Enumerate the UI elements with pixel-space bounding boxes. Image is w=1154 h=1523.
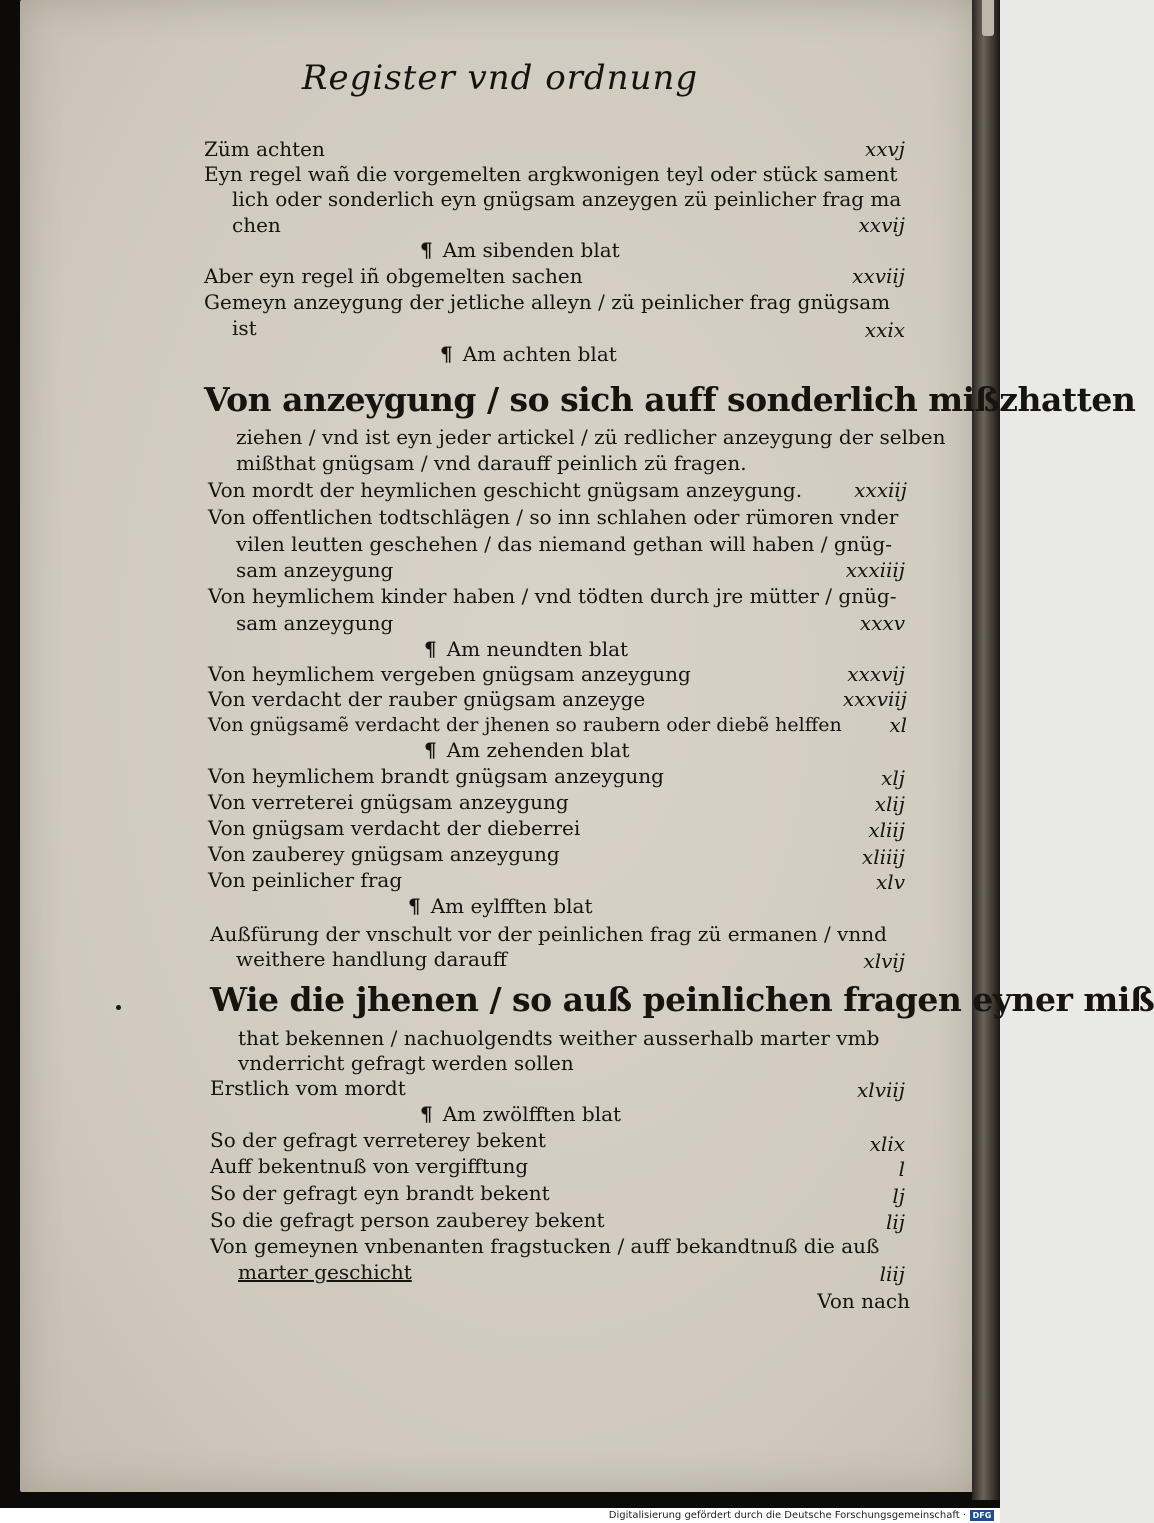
entry-text: So die gefragt person zauberey bekent xyxy=(210,1208,605,1232)
entry-folio: xlj xyxy=(881,766,905,790)
entry-text: Aber eyn regel iñ obgemelten sachen xyxy=(204,264,583,288)
entry-text: Gemeyn anzeygung der jetliche alleyn / zü peinlicher frag gnügsam xyxy=(204,290,891,314)
section-heading xyxy=(408,894,593,918)
entry-folio: xxxv xyxy=(859,611,905,635)
entry-text: Eyn regel wañ die vorgemelten argkwonigen teyl oder stück sament xyxy=(204,162,898,186)
entry-text: Von heymlichem brandt gnügsam anzeygung xyxy=(208,764,664,788)
catchword: Von nach xyxy=(817,1289,910,1313)
entry-folio: lj xyxy=(892,1184,905,1208)
entry-text: Von peinlicher frag xyxy=(208,868,403,892)
entry-folio: xxxvij xyxy=(847,662,905,686)
entry-folio: lij xyxy=(886,1210,905,1234)
entry-text: ziehen / vnd ist eyn jeder artickel / zü redlicher anzeygung der selben xyxy=(236,425,946,449)
entry-text: So der gefragt verreterey bekent xyxy=(210,1128,546,1152)
entry-text: Von heymlichem vergeben gnügsam anzeygung xyxy=(208,662,691,686)
entry-text: So der gefragt eyn brandt bekent xyxy=(210,1181,550,1205)
section-heading xyxy=(420,1102,621,1126)
entry-text: Züm achten xyxy=(204,137,325,161)
entry-folio: xliiij xyxy=(861,845,905,869)
section-heading xyxy=(420,238,620,262)
pilcrow-icon: ¶ xyxy=(424,637,437,661)
entry-folio: xlv xyxy=(876,870,905,894)
entry-folio: l xyxy=(898,1157,905,1181)
entry-folio: xlij xyxy=(874,792,905,816)
entry-folio: xxxiij xyxy=(854,478,907,502)
entry-text: Von verdacht der rauber gnügsam anzeyge xyxy=(208,687,646,711)
entry-heading-large: Wie die jhenen / so auß peinlichen fragen eyner miß xyxy=(210,980,1154,1019)
entry-folio: xliij xyxy=(868,818,905,842)
section-heading xyxy=(440,342,617,366)
entry-text: chen xyxy=(232,213,281,237)
entry-text: sam anzeygung xyxy=(236,611,394,635)
entry-folio: xxxiiij xyxy=(845,558,905,582)
entry-text: that bekennen / nachuolgendts weither ausserhalb marter vmb xyxy=(238,1026,880,1050)
entry-text: Von gnügsamẽ verdacht der jhenen so raubern oder diebẽ helffen xyxy=(208,714,842,736)
entry-text: Von gnügsam verdacht der dieberrei xyxy=(208,816,581,840)
pilcrow-icon: ¶ xyxy=(420,1102,433,1126)
entry-folio: xxix xyxy=(864,318,905,342)
entry-text: vilen leutten geschehen / das niemand gethan will haben / gnüg- xyxy=(236,532,892,556)
entry-folio: xlviij xyxy=(857,1078,905,1102)
section-heading-text: Am zehenden blat xyxy=(446,738,630,762)
entry-text: Außfürung der vnschult vor der peinlichen frag zü ermanen / vnnd xyxy=(210,922,887,946)
entry-text: Auff bekentnuß von vergifftung xyxy=(210,1154,529,1178)
entry-text: marter geschicht xyxy=(238,1260,412,1284)
section-heading-text: Am sibenden blat xyxy=(442,238,620,262)
entry-folio: xxxviij xyxy=(842,687,907,711)
entry-heading-large: Von anzeygung / so sich auff sonderlich mißzhatten xyxy=(204,380,1136,419)
digitization-footer xyxy=(0,1508,1000,1523)
entry-folio: xlvij xyxy=(863,949,905,973)
entry-text: Von offentlichen todtschlägen / so inn schlahen oder rümoren vnder xyxy=(208,505,899,529)
entry-text: sam anzeygung xyxy=(236,558,394,582)
entry-text: weithere handlung darauff xyxy=(236,947,507,971)
pilcrow-icon: ¶ xyxy=(424,738,437,762)
entry-text: ist xyxy=(232,316,257,340)
entry-text: Von zauberey gnügsam anzeygung xyxy=(208,842,560,866)
entry-text: Von heymlichem kinder haben / vnd tödten durch jre mütter / gnüg- xyxy=(208,584,897,608)
pilcrow-icon: ¶ xyxy=(440,342,453,366)
ink-mark xyxy=(116,1005,121,1010)
section-heading-text: Am achten blat xyxy=(462,342,617,366)
pilcrow-icon: ¶ xyxy=(408,894,421,918)
entry-folio: xxviij xyxy=(852,264,905,288)
entry-text: mißthat gnügsam / vnd darauff peinlich zü fragen. xyxy=(236,451,747,475)
dfg-logo-icon: DFG xyxy=(970,1510,994,1521)
entry-folio: liij xyxy=(879,1262,905,1286)
section-heading-text: Am eylfften blat xyxy=(430,894,593,918)
section-heading-text: Am zwölfften blat xyxy=(442,1102,622,1126)
entry-text: Von verreterei gnügsam anzeygung xyxy=(208,790,569,814)
page-header-title: Register vnd ordnung xyxy=(301,58,699,98)
section-heading-text: Am neundten blat xyxy=(446,637,629,661)
pilcrow-icon: ¶ xyxy=(420,238,433,262)
entry-folio: xxvij xyxy=(858,213,905,237)
entry-text: vnderricht gefragt werden sollen xyxy=(238,1051,574,1075)
entry-text: Von gemeynen vnbenanten fragstucken / auff bekandtnuß die auß xyxy=(210,1234,880,1258)
entry-folio: xlix xyxy=(869,1132,905,1156)
section-heading xyxy=(424,637,628,661)
entry-text: Erstlich vom mordt xyxy=(210,1076,406,1100)
entry-folio: xxvj xyxy=(864,137,905,161)
entry-text: lich oder sonderlich eyn gnügsam anzeygen zü peinlicher frag ma xyxy=(232,187,902,211)
entry-folio: xl xyxy=(889,713,907,737)
section-heading xyxy=(424,738,630,762)
funding-credit: Digitalisierung gefördert durch die Deutsche Forschungsgemeinschaft · xyxy=(608,1510,966,1521)
entry-text: Von mordt der heymlichen geschicht gnügsam anzeygung. xyxy=(208,478,803,502)
